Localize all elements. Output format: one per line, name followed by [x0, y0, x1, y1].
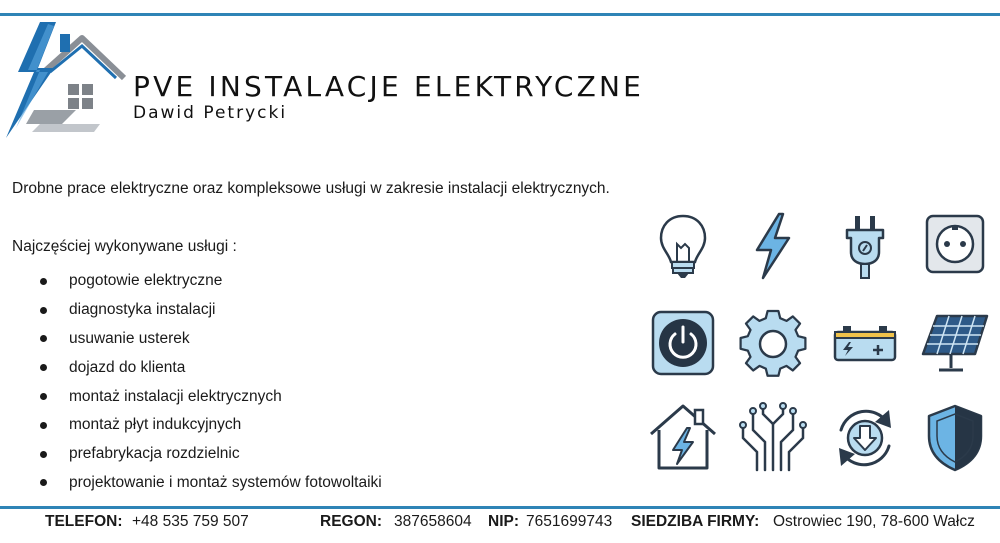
nip-label: NIP: — [488, 513, 519, 530]
bullet-icon — [40, 479, 47, 486]
plug-icon — [827, 208, 903, 284]
bullet-icon — [40, 364, 47, 371]
list-item: usuwanie usterek — [40, 325, 382, 354]
list-item: diagnostyka instalacji — [40, 296, 382, 325]
bullet-icon — [40, 422, 47, 429]
regon-label: REGON: — [320, 513, 382, 530]
list-item: prefabrykacja rozdzielnic — [40, 440, 382, 469]
lightning-bolt-icon — [735, 208, 811, 284]
seat-label: SIEDZIBA FIRMY: — [631, 513, 760, 530]
download-refresh-icon — [827, 400, 903, 476]
list-item: pogotowie elektryczne — [40, 267, 382, 296]
gear-icon — [735, 306, 811, 382]
phone-value: +48 535 759 507 — [132, 513, 249, 530]
house-lightning-icon — [645, 400, 721, 476]
socket-icon — [917, 208, 993, 284]
top-divider — [0, 13, 1000, 16]
company-logo — [4, 20, 130, 140]
list-item: dojazd do klienta — [40, 353, 382, 382]
company-name: PVE INSTALACJE ELEKTRYCZNE — [133, 70, 645, 103]
solar-panel-icon — [917, 306, 993, 382]
owner-name: Dawid Petrycki — [133, 103, 288, 123]
footer-contact — [0, 513, 1000, 537]
service-icons-grid — [645, 208, 995, 478]
shield-icon — [917, 400, 993, 476]
phone-label: TELEFON: — [45, 513, 123, 530]
seat-value: Ostrowiec 190, 78-600 Wałcz — [773, 513, 975, 530]
regon-value: 387658604 — [394, 513, 472, 530]
bullet-icon — [40, 393, 47, 400]
list-item: montaż płyt indukcyjnych — [40, 411, 382, 440]
list-item: montaż instalacji elektrycznych — [40, 382, 382, 411]
intro-text: Drobne prace elektryczne oraz kompleksowe usługi w zakresie instalacji elektrycznych. — [12, 180, 610, 197]
battery-icon — [827, 306, 903, 382]
light-bulb-icon — [645, 208, 721, 284]
services-list — [40, 267, 382, 497]
list-item: projektowanie i montaż systemów fotowoltaiki — [40, 469, 382, 498]
power-button-icon — [645, 306, 721, 382]
circuit-icon — [735, 400, 811, 476]
bullet-icon — [40, 307, 47, 314]
bottom-divider — [0, 506, 1000, 509]
services-heading: Najczęściej wykonywane usługi : — [12, 238, 237, 255]
nip-value: 7651699743 — [526, 513, 613, 530]
bullet-icon — [40, 278, 47, 285]
bullet-icon — [40, 451, 47, 458]
bullet-icon — [40, 335, 47, 342]
